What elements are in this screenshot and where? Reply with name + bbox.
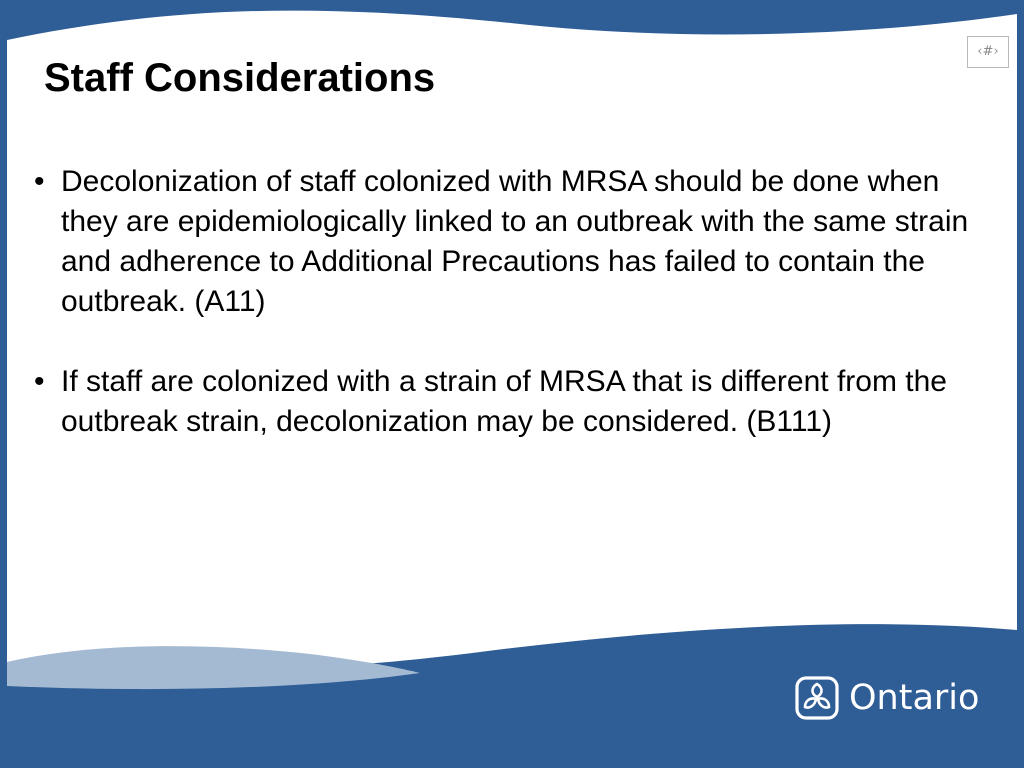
ontario-logo bbox=[795, 676, 979, 720]
bullet-item bbox=[34, 162, 969, 322]
slide-title: Staff Considerations bbox=[44, 56, 436, 100]
bullet-text: If staff are colonized with a strain of MRSA that is different from the outbreak strain, decolonization may be considered. (B111) bbox=[61, 365, 947, 438]
slide-number-placeholder: ‹#› bbox=[967, 36, 1009, 68]
bullet-icon: • bbox=[34, 365, 45, 398]
bullet-list bbox=[34, 162, 969, 482]
logo-wordmark: Ontario bbox=[849, 678, 980, 718]
bullet-item bbox=[34, 362, 969, 442]
bullet-text: Decolonization of staff colonized with MRSA should be done when they are epidemiologically linked to an outbreak with the same strain and adherence to Additional Precautions has failed to contain the outbreak. (A11) bbox=[61, 165, 969, 318]
bullet-icon: • bbox=[34, 165, 45, 198]
trillium-icon bbox=[795, 676, 839, 720]
